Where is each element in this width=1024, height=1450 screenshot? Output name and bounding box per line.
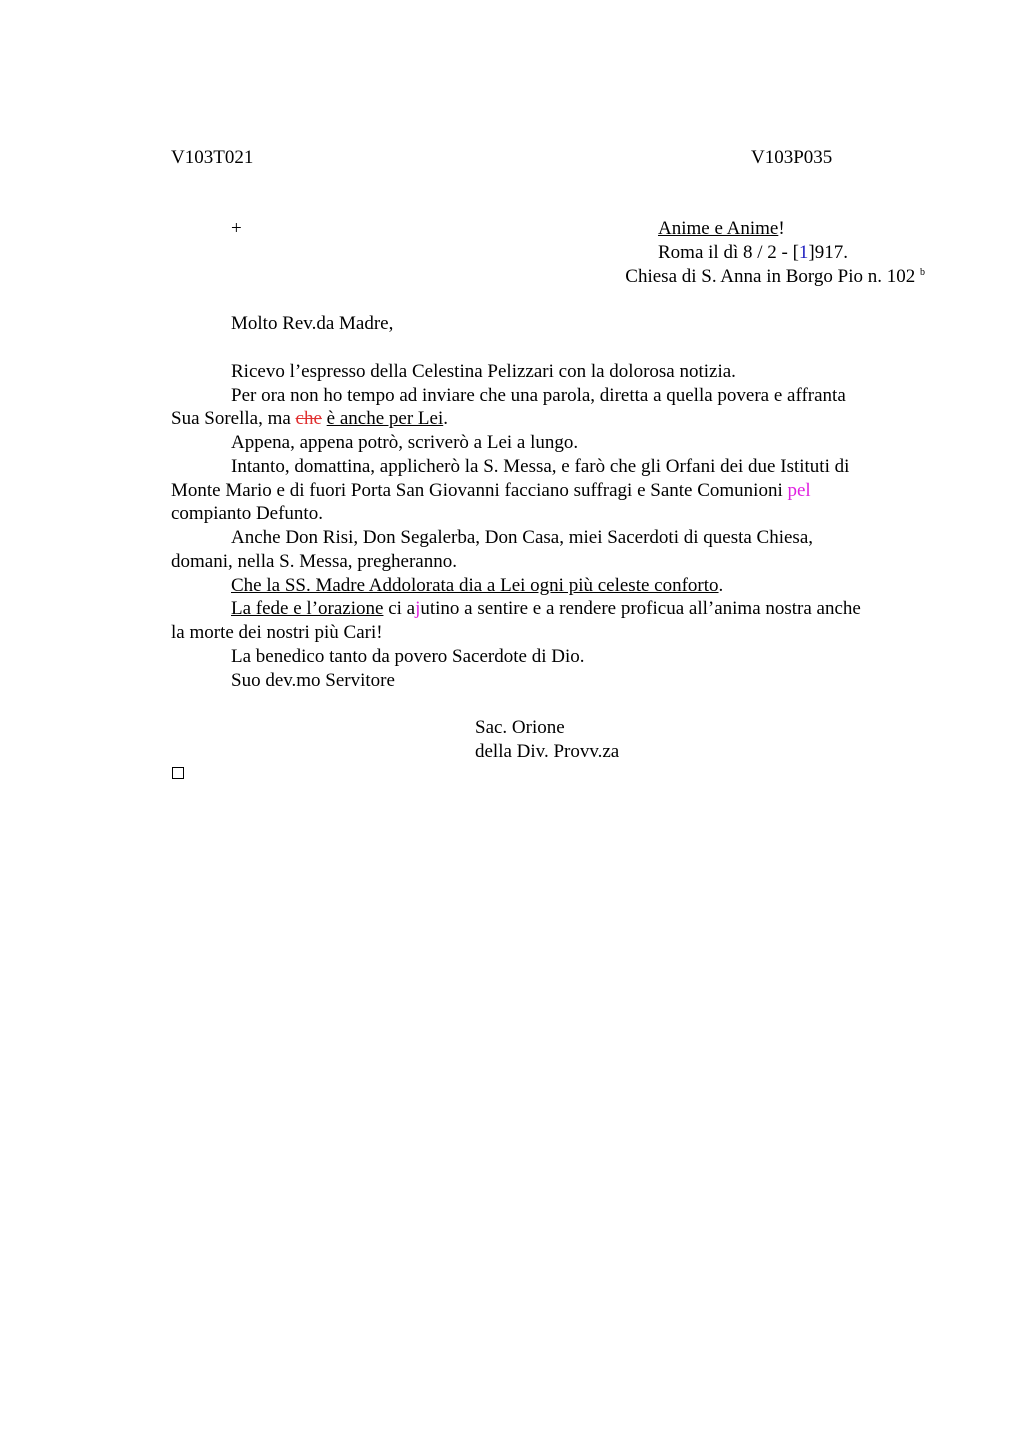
p2-period: .: [443, 408, 448, 429]
closing: Suo dev.mo Servitore: [231, 670, 395, 691]
document-code-left: V103T021: [171, 147, 254, 168]
motto-text: Anime e Anime: [658, 218, 779, 239]
address-footnote-marker: b: [920, 267, 925, 278]
paragraph-5-line-1: Anche Don Risi, Don Segalerba, Don Casa, miei Sacerdoti di questa Chiesa,: [231, 527, 814, 548]
salutation: Molto Rev.da Madre,: [231, 313, 394, 334]
sender-address: [625, 265, 925, 289]
paragraph-4-line-3: compianto Defunto.: [171, 503, 323, 524]
paragraph-2-line-2: [171, 407, 448, 431]
p2-deleted-word: che: [295, 408, 322, 429]
paragraph-8: La benedico tanto da povero Sacerdote di Dio.: [231, 646, 585, 667]
date-part-c: ]917.: [808, 242, 848, 263]
p6-underlined-text: Che la SS. Madre Addolorata dia a Lei ogni più celeste conforto: [231, 575, 719, 596]
p2-text-a: Sua Sorella, ma: [171, 408, 296, 429]
paragraph-7-line-1: [231, 597, 861, 621]
paragraph-1: Ricevo l’espresso della Celestina Pelizzari con la dolorosa notizia.: [231, 361, 736, 382]
p7-text-b: utino a sentire e a rendere proficua all’anima nostra anche: [420, 598, 861, 619]
p7-underlined-text: La fede e l’orazione: [231, 598, 384, 619]
paragraph-4-line-2: [171, 479, 811, 503]
paragraph-2-line-1: Per ora non ho tempo ad inviare che una parola, diretta a quella povera e affranta: [231, 385, 846, 406]
motto: [658, 217, 785, 241]
paragraph-5-line-2: domani, nella S. Messa, pregheranno.: [171, 551, 457, 572]
cross-mark: +: [231, 218, 242, 239]
signature-name: Sac. Orione: [475, 717, 565, 738]
paragraph-4-line-1: Intanto, domattina, applicherò la S. Messa, e farò che gli Orfani dei due Istituti di: [231, 456, 850, 477]
date-editorial-digit: 1: [798, 242, 809, 263]
letter-date: [658, 241, 848, 265]
p2-underlined-text: è anche per Lei: [326, 408, 444, 429]
address-text: Chiesa di S. Anna in Borgo Pio n. 102: [625, 266, 916, 287]
p4-editorial-word: pel: [787, 480, 811, 501]
paragraph-7-line-2: la morte dei nostri più Cari!: [171, 622, 383, 643]
p6-period: .: [718, 575, 724, 596]
signature-title: della Div. Provv.za: [475, 741, 620, 762]
date-part-a: Roma il dì 8 / 2 - [: [658, 242, 799, 263]
paragraph-6: [231, 574, 723, 598]
document-code-right: V103P035: [751, 147, 833, 168]
paragraph-3: Appena, appena potrò, scriverò a Lei a lungo.: [231, 432, 579, 453]
end-square-mark: [172, 767, 184, 779]
p4-text-a: Monte Mario e di fuori Porta San Giovanni facciano suffragi e Sante Comunioni: [171, 480, 788, 501]
p7-editorial-letter: j: [415, 598, 421, 619]
motto-exclamation: !: [778, 218, 785, 239]
p7-text-a: ci a: [383, 598, 416, 619]
